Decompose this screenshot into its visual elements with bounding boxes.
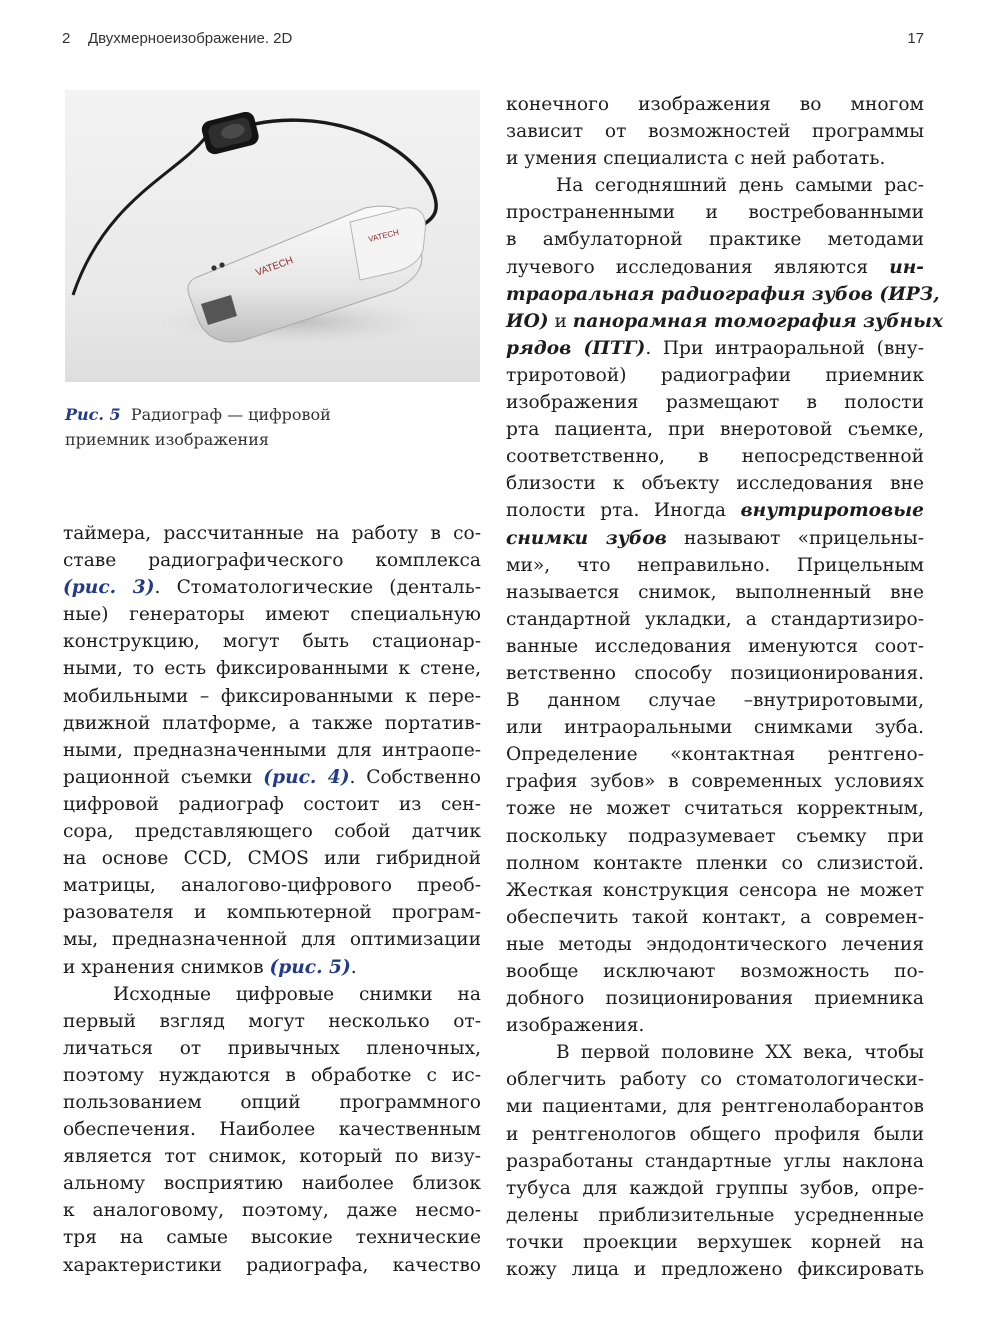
- text-line: [63, 926, 481, 953]
- text-run: альному восприятию наиболее близок: [63, 1173, 481, 1195]
- text-line: [506, 1175, 924, 1202]
- text-run: Исходные цифровые снимки на: [113, 983, 481, 1005]
- text-run: облегчить работу со стоматологически-: [506, 1069, 924, 1091]
- text-line: [506, 199, 924, 226]
- text-line: [506, 985, 924, 1012]
- text-line: [506, 118, 924, 145]
- text-line: [506, 308, 944, 335]
- figure-radiograph-photo: [65, 90, 480, 382]
- text-line: [63, 1252, 481, 1279]
- text-line: [506, 877, 924, 904]
- figure-caption: [65, 402, 465, 452]
- text-line: [506, 416, 924, 443]
- text-run: . При интраоральной (вну-: [645, 337, 924, 359]
- text-line: [506, 254, 924, 281]
- text-run: триротовой) радиографии приемник: [506, 364, 924, 386]
- text-line: [63, 791, 481, 818]
- figure-ref: (рис. 5): [269, 956, 351, 978]
- text-run: цифровой радиограф состоит из сен-: [63, 793, 481, 815]
- text-run: делены приблизительные усредненные: [506, 1204, 924, 1226]
- page-number: 17: [907, 30, 924, 47]
- text-run: ными, предназначенными для интраопе-: [63, 739, 481, 761]
- text-run: В данном случае –внутриротовыми,: [506, 690, 924, 712]
- text-run: полости рта. Иногда: [506, 500, 741, 522]
- text-run: конструкцию, могут быть стационар-: [63, 631, 481, 653]
- text-run: зависит от возможностей программы: [506, 121, 924, 143]
- text-run: и хранения снимков: [63, 956, 270, 978]
- text-run: ми пациентами, для рентгенолаборантов: [506, 1096, 924, 1118]
- text-line: [506, 552, 924, 579]
- text-run: Определение «контактная рентгено-: [506, 744, 924, 766]
- text-run: графия зубов» в современных условиях: [506, 771, 924, 793]
- text-run: изображения размещают в полости: [506, 392, 924, 414]
- text-run: ставе радиографического комплекса: [63, 550, 481, 572]
- text-run: первый взгляд могут несколько от-: [63, 1010, 481, 1032]
- text-run: поскольку подразумевает съемку при: [506, 825, 924, 847]
- text-run: характеристики радиографа, качество: [63, 1254, 481, 1276]
- text-run: Жесткая конструкция сенсора не может: [506, 879, 924, 901]
- text-run: в амбулаторной практике методами: [506, 229, 924, 251]
- text-line: [506, 1148, 924, 1175]
- text-run: стандартной укладки, а стандартизиро-: [506, 608, 924, 630]
- text-line: [506, 1229, 924, 1256]
- text-run: ные) генераторы имеют специальную: [63, 604, 481, 626]
- text-run: ветственно способу позиционирования.: [506, 662, 924, 684]
- text-run: рта пациента, при внеротовой съемке,: [506, 419, 924, 441]
- text-run: точки проекции верхушек корней на: [506, 1231, 924, 1253]
- text-run: или интраоральными снимками зуба.: [506, 717, 924, 739]
- text-run: . Стоматологические (денталь-: [154, 577, 481, 599]
- text-run: вообще исключают возможность по-: [506, 961, 924, 982]
- text-run: обеспечить такой контакт, а современ-: [506, 906, 924, 928]
- device-brand-label: VATECH: [254, 255, 295, 279]
- text-run: пространенными и востребованными: [506, 202, 924, 224]
- text-run: к аналоговому, поэтому, даже несмо-: [63, 1200, 481, 1222]
- text-line: [63, 954, 481, 981]
- text-run: личаться от привычных пленочных,: [63, 1037, 481, 1059]
- emphasis-term: рядов (ПТГ): [506, 337, 646, 359]
- chapter-number: 2: [62, 30, 71, 47]
- text-line: [506, 579, 924, 606]
- text-run: изображения.: [506, 1015, 645, 1037]
- text-line: [63, 845, 481, 872]
- text-line: [63, 1170, 481, 1197]
- radiograph-illustration: [65, 90, 480, 382]
- emphasis-term: траоральная радиография зубов (ИРЗ,: [506, 283, 940, 305]
- text-run: пользованием опций программного: [63, 1091, 481, 1113]
- text-column-left: [63, 520, 481, 1279]
- text-run: и умения специалиста с ней работать.: [506, 148, 886, 170]
- figure-ref: (рис. 3): [63, 577, 155, 599]
- text-run: ми», что неправильно. Прицельным: [506, 554, 924, 576]
- text-line: [63, 1062, 481, 1089]
- text-line: [63, 574, 481, 601]
- text-run: обеспечения. Наиболее качественным: [63, 1119, 481, 1141]
- text-line: [506, 1202, 924, 1229]
- text-run: соответственно, в непосредственной: [506, 446, 924, 468]
- text-line: [506, 795, 924, 822]
- text-line: [506, 606, 924, 633]
- text-line: [63, 872, 481, 899]
- text-line: [63, 1197, 481, 1224]
- text-run: ные методы эндодонтического лечения: [506, 933, 924, 955]
- text-line: [506, 904, 924, 931]
- text-column-right: [506, 91, 944, 1283]
- text-line: [506, 1093, 924, 1120]
- text-line: [506, 497, 924, 524]
- text-run: лучевого исследования являются: [506, 256, 890, 278]
- text-line: [63, 683, 481, 710]
- text-run: разработаны стандартные углы наклона: [506, 1150, 924, 1172]
- caption-line-1: [65, 402, 465, 427]
- text-line: [63, 764, 481, 791]
- caption-line-2: приемник изображения: [65, 430, 269, 449]
- text-line: [63, 1116, 481, 1143]
- text-run: . Собственно: [349, 766, 481, 788]
- text-line: [63, 1224, 481, 1251]
- text-line: [506, 443, 924, 470]
- text-line: [506, 958, 924, 985]
- text-line: [506, 1256, 924, 1283]
- text-line: [506, 714, 924, 741]
- text-line: [506, 91, 924, 118]
- text-line: [506, 1012, 924, 1039]
- text-line: [506, 525, 924, 552]
- text-line: [506, 362, 924, 389]
- text-line: [63, 1089, 481, 1116]
- text-line: [506, 281, 940, 308]
- text-run: разователя и компьютерной програм-: [63, 902, 481, 924]
- text-run: и рентгенологов общего профиля были: [506, 1123, 924, 1145]
- text-run: мобильными – фиксированными к пере-: [63, 685, 481, 707]
- text-line: [506, 850, 924, 877]
- text-run: является тот снимок, который по визу-: [63, 1146, 481, 1168]
- text-line: [506, 741, 924, 768]
- text-run: сора, представляющего собой датчик: [63, 821, 481, 843]
- caption-text-1: Радиограф — цифровой: [130, 405, 331, 424]
- text-line: [506, 145, 924, 172]
- text-line: [506, 660, 924, 687]
- text-run: называется снимок, выполненный вне: [506, 581, 924, 603]
- text-line: [63, 601, 481, 628]
- text-run: тубуса для каждой группы зубов, опре-: [506, 1177, 924, 1199]
- text-line: [63, 1143, 481, 1170]
- text-line: [506, 1066, 924, 1093]
- text-line: [506, 768, 924, 795]
- text-run: называют «прицельны-: [666, 527, 924, 549]
- emphasis-term: внутриротовые: [740, 500, 924, 522]
- text-run: рационной съемки: [63, 766, 264, 788]
- caption-label: Рис. 5: [65, 405, 121, 424]
- emphasis-term: ИО): [506, 310, 549, 332]
- text-run: В первой половине XX века, чтобы: [556, 1042, 924, 1064]
- text-line: [63, 1035, 481, 1062]
- text-run: ными, то есть фиксированными к стене,: [63, 658, 481, 680]
- text-line: [63, 655, 481, 682]
- text-run: .: [350, 956, 357, 978]
- text-run: таймера, рассчитанные на работу в со-: [63, 523, 481, 544]
- text-line: [63, 737, 481, 764]
- text-line: [506, 172, 924, 199]
- emphasis-term: снимки зубов: [506, 527, 667, 549]
- text-run: движной платформе, а также портатив-: [63, 712, 481, 734]
- text-line: [63, 547, 481, 574]
- text-run: тоже не может считаться корректным,: [506, 798, 924, 820]
- text-run: матрицы, аналогово-цифрового преоб-: [63, 875, 481, 897]
- text-run: поэтому нуждаются в обработке с ис-: [63, 1064, 481, 1086]
- text-run: близости к объекту исследования вне: [506, 473, 924, 495]
- text-run: тря на самые высокие технические: [63, 1227, 481, 1249]
- text-run: ванные исследования именуются соот-: [506, 635, 924, 657]
- text-line: [506, 1121, 924, 1148]
- text-run: мы, предназначенной для оптимизации: [63, 929, 481, 951]
- text-run: конечного изображения во многом: [506, 94, 924, 115]
- text-line: [506, 823, 924, 850]
- text-line: [63, 981, 481, 1008]
- text-line: [63, 1008, 481, 1035]
- running-header: [62, 30, 924, 52]
- text-run: полном контакте пленки со слизистой.: [506, 852, 924, 874]
- text-line: [506, 687, 924, 714]
- text-line: [506, 335, 924, 362]
- text-run: добного позиционирования приемника: [506, 988, 924, 1010]
- text-line: [506, 389, 924, 416]
- emphasis-term: ин-: [889, 256, 924, 278]
- emphasis-term: панорамная томография зубных: [572, 310, 944, 332]
- text-line: [506, 633, 924, 660]
- text-line: [63, 899, 481, 926]
- text-line: [506, 931, 924, 958]
- device-brand-label-small: VATECH: [367, 227, 400, 244]
- text-line: [63, 710, 481, 737]
- text-line: [63, 520, 481, 547]
- figure-ref: (рис. 4): [263, 766, 350, 788]
- text-line: [63, 628, 481, 655]
- chapter-title: Двухмерноеизображение. 2D: [88, 30, 293, 47]
- text-run: кожу лица и предложено фиксировать: [506, 1259, 924, 1281]
- text-line: [506, 1039, 924, 1066]
- text-run: и: [548, 310, 573, 332]
- text-run: На сегодняшний день самыми рас-: [556, 175, 924, 197]
- text-line: [506, 470, 924, 497]
- text-run: на основе CCD, CMOS или гибридной: [63, 848, 481, 870]
- text-line: [506, 226, 924, 253]
- text-line: [63, 818, 481, 845]
